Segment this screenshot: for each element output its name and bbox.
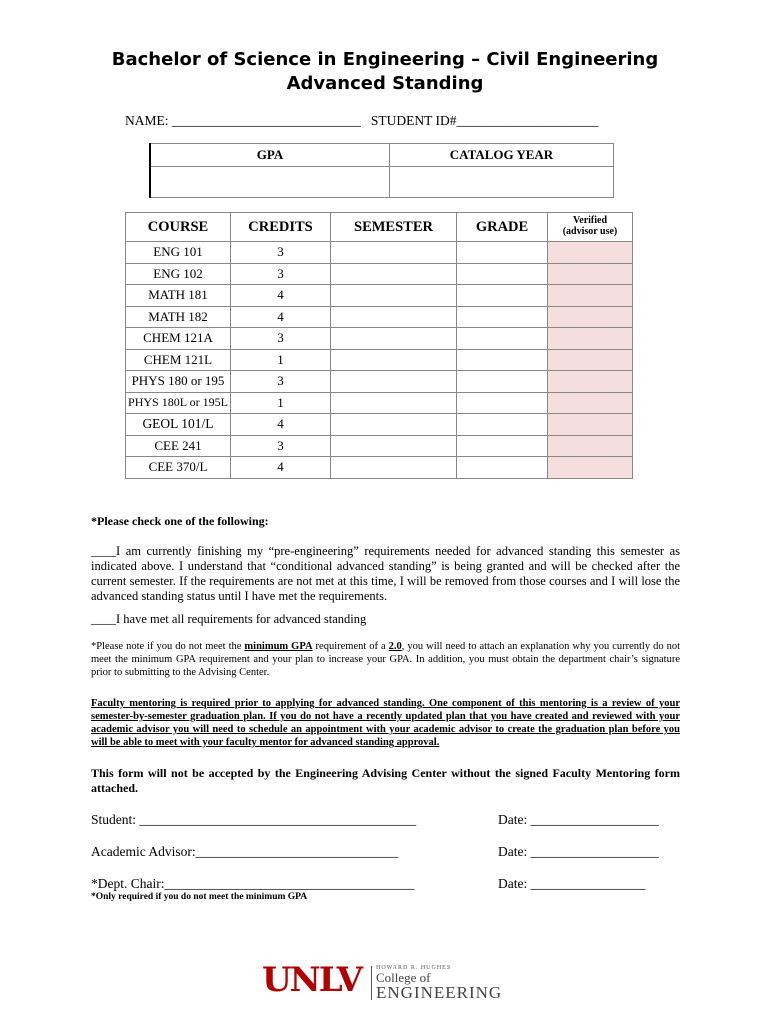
title-line-2: Advanced Standing <box>286 73 484 94</box>
verified-label: Verified <box>572 215 608 226</box>
table-row <box>126 457 633 479</box>
grade-cell[interactable] <box>457 306 548 328</box>
gpa-value-cell[interactable] <box>150 167 390 198</box>
gpa-note-value: 2.0 <box>388 641 402 652</box>
grade-cell[interactable] <box>457 285 548 307</box>
gpa-note-text-3: , you will need to attach an explanation why you currently do not meet the minimum GPA requirement and your plan to increase your GPA. In addition, you must obtain the department chair’s signature prior to submitting to the Advising Center. <box>91 641 680 678</box>
credits-cell: 3 <box>231 328 331 350</box>
logo-engineering: ENGINEERING <box>376 983 503 1002</box>
verified-header <box>548 213 633 242</box>
semester-cell[interactable] <box>331 414 457 436</box>
semester-cell[interactable] <box>331 457 457 479</box>
credits-cell: 3 <box>231 242 331 264</box>
table-row <box>126 242 633 264</box>
acceptance-note: This form will not be accepted by the Engineering Advising Center without the signed Faculty Mentoring form attached. <box>91 766 680 795</box>
course-cell: PHYS 180L or 195L <box>126 392 231 414</box>
course-cell: ENG 102 <box>126 263 231 285</box>
verified-cell[interactable] <box>548 285 633 307</box>
table-row <box>126 392 633 414</box>
chair-date-line[interactable]: Date: _________________ <box>498 876 646 891</box>
course-cell: CEE 241 <box>126 435 231 457</box>
course-header: COURSE <box>126 213 231 242</box>
table-row <box>126 263 633 285</box>
verified-cell[interactable] <box>548 263 633 285</box>
verified-cell[interactable] <box>548 392 633 414</box>
course-cell: ENG 101 <box>126 242 231 264</box>
semester-cell[interactable] <box>331 242 457 264</box>
semester-header: SEMESTER <box>331 213 457 242</box>
check-heading: *Please check one of the following: <box>91 514 269 528</box>
student-info-line <box>125 113 598 129</box>
grade-header: GRADE <box>457 213 548 242</box>
credits-header: CREDITS <box>231 213 331 242</box>
gpa-note-minimum-gpa: minimum GPA <box>244 641 313 652</box>
grade-cell[interactable] <box>457 263 548 285</box>
gpa-note-text-1: *Please note if you do not meet the <box>91 641 245 652</box>
verified-cell[interactable] <box>548 349 633 371</box>
table-row <box>126 285 633 307</box>
table-row <box>126 349 633 371</box>
credits-cell: 1 <box>231 349 331 371</box>
course-cell: MATH 181 <box>126 285 231 307</box>
verified-cell[interactable] <box>548 457 633 479</box>
advisor-signature-line[interactable]: Academic Advisor:______________________________ <box>91 844 399 859</box>
gpa-header: GPA <box>150 144 390 167</box>
unlv-engineering-logo <box>262 960 512 1004</box>
verified-cell[interactable] <box>548 328 633 350</box>
logo-small-text: HOWARD R. HUGHES <box>376 965 452 971</box>
course-cell: CHEM 121L <box>126 349 231 371</box>
credits-cell: 4 <box>231 306 331 328</box>
semester-cell[interactable] <box>331 263 457 285</box>
semester-cell[interactable] <box>331 392 457 414</box>
course-table <box>125 212 633 479</box>
name-field[interactable]: NAME: ____________________________ <box>125 113 361 128</box>
grade-cell[interactable] <box>457 457 548 479</box>
semester-cell[interactable] <box>331 306 457 328</box>
title-line-1: Bachelor of Science in Engineering – Civil Engineering <box>111 49 659 70</box>
student-id-field[interactable]: STUDENT ID#_____________________ <box>370 113 599 128</box>
semester-cell[interactable] <box>331 328 457 350</box>
grade-cell[interactable] <box>457 349 548 371</box>
course-cell: CEE 370/L <box>126 457 231 479</box>
logo-college-of: College of <box>376 970 431 985</box>
gpa-catalog-table <box>149 143 614 198</box>
credits-cell: 4 <box>231 285 331 307</box>
option-finishing-requirements[interactable]: ____I am currently finishing my “pre-engineering” requirements needed for advanced standing this semester as indicated above. I understand that “conditional advanced standing” is being granted and will be checked after the current semester. If the requirements are not met at this time, I will be removed from those courses and I will lose the advanced standing status until I have met the requirements. <box>91 544 680 603</box>
gpa-note <box>91 640 680 679</box>
grade-cell[interactable] <box>457 414 548 436</box>
credits-cell: 1 <box>231 392 331 414</box>
page-title <box>0 48 770 96</box>
verified-cell[interactable] <box>548 242 633 264</box>
verified-cell[interactable] <box>548 435 633 457</box>
verified-cell[interactable] <box>548 371 633 393</box>
course-cell: PHYS 180 or 195 <box>126 371 231 393</box>
credits-cell: 3 <box>231 371 331 393</box>
gpa-note-text-2: requirement of a <box>312 641 389 652</box>
credits-cell: 3 <box>231 435 331 457</box>
semester-cell[interactable] <box>331 371 457 393</box>
unlv-wordmark: UNLV <box>262 960 361 1000</box>
grade-cell[interactable] <box>457 328 548 350</box>
course-cell: CHEM 121A <box>126 328 231 350</box>
option-met-requirements[interactable]: ____I have met all requirements for advanced standing <box>91 612 367 626</box>
course-cell: MATH 182 <box>126 306 231 328</box>
chair-signature-line[interactable]: *Dept. Chair:_____________________________________ <box>91 876 415 891</box>
student-date-line[interactable]: Date: ___________________ <box>498 812 659 827</box>
table-row <box>126 371 633 393</box>
mentoring-note: Faculty mentoring is required prior to applying for advanced standing. One component of this mentoring is a review of your semester-by-semester graduation plan. If you do not have a recently updated plan that you have created and reviewed with your academic advisor you will need to schedule an appointment with your academic advisor to create the graduation plan before you will be able to meet with your faculty mentor for advanced standing approval. <box>91 698 680 748</box>
credits-cell: 3 <box>231 263 331 285</box>
student-signature-line[interactable]: Student: _________________________________________ <box>91 812 417 827</box>
table-row <box>126 306 633 328</box>
semester-cell[interactable] <box>331 435 457 457</box>
table-row <box>126 414 633 436</box>
catalog-year-header: CATALOG YEAR <box>390 144 614 167</box>
credits-cell: 4 <box>231 414 331 436</box>
table-row <box>126 328 633 350</box>
course-cell: GEOL 101/L <box>126 414 231 436</box>
grade-cell[interactable] <box>457 242 548 264</box>
grade-cell[interactable] <box>457 392 548 414</box>
table-row <box>126 435 633 457</box>
verified-cell[interactable] <box>548 306 633 328</box>
verified-cell[interactable] <box>548 414 633 436</box>
chair-footnote: *Only required if you do not meet the minimum GPA <box>91 892 308 902</box>
credits-cell: 4 <box>231 457 331 479</box>
logo-divider <box>371 966 372 1000</box>
grade-cell[interactable] <box>457 371 548 393</box>
advisor-use-label: (advisor use) <box>562 226 618 237</box>
semester-cell[interactable] <box>331 349 457 371</box>
advisor-date-line[interactable]: Date: ___________________ <box>498 844 659 859</box>
semester-cell[interactable] <box>331 285 457 307</box>
catalog-year-value-cell[interactable] <box>390 167 614 198</box>
grade-cell[interactable] <box>457 435 548 457</box>
